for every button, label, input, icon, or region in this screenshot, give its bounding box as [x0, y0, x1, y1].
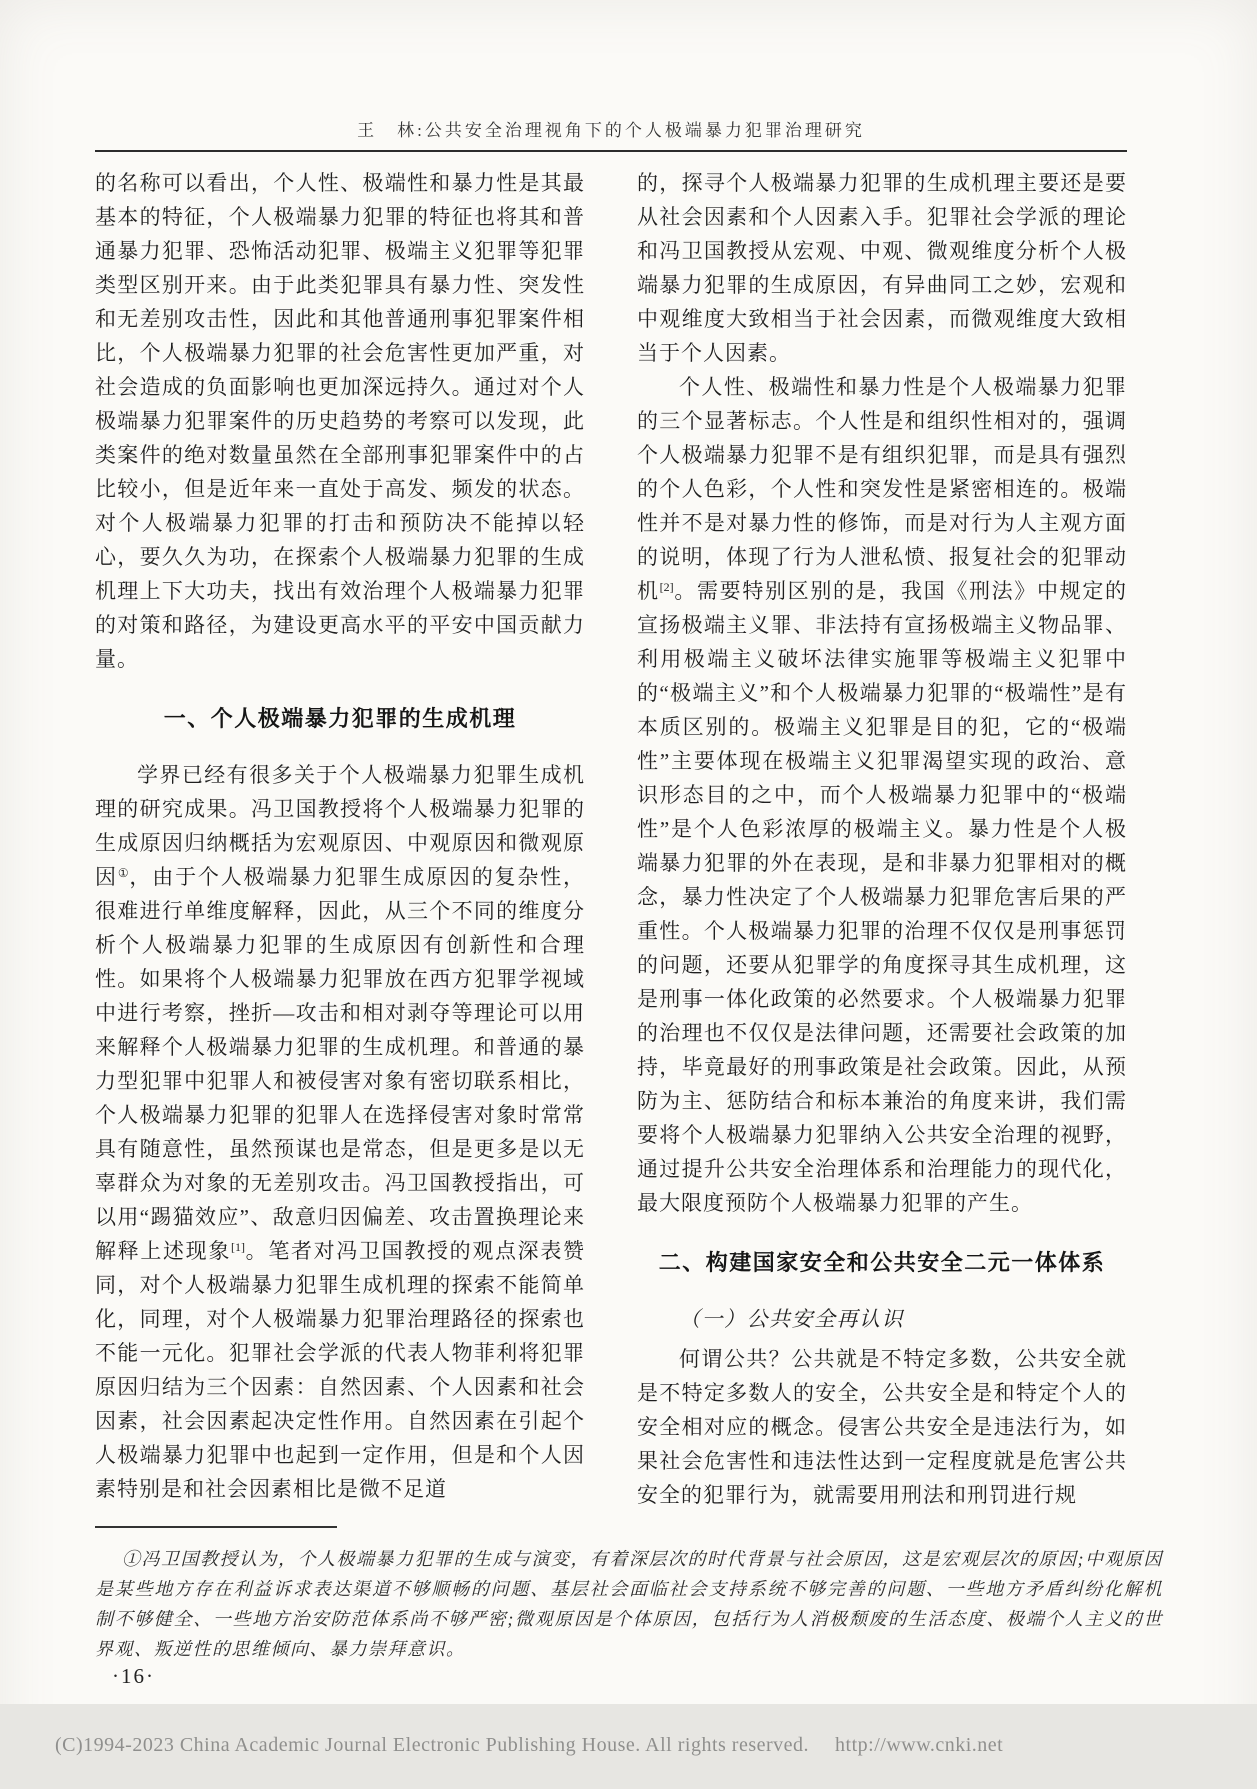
paragraph-text: 。需要特别区别的是，我国《刑法》中规定的宣扬极端主义罪、非法持有宣扬极端主义物品罪、利用极端主义破坏法律实施罪等极端主义犯罪中的“极端主义”和个人极端暴力犯罪的“极端性”是有本质区别的。极端主义犯罪是目的犯，它的“极端性”主要体现在极端主义犯罪渴望实现的政治、意识形态目的之中，而个人极端暴力犯罪中的“极端性”是个人色彩浓厚的极端主义。暴力性是个人极端暴力犯罪的外在表现，是和非暴力犯罪相对的概念，暴力性决定了个人极端暴力犯罪危害后果的严重性。个人极端暴力犯罪的治理不仅仅是刑事惩罚的问题，还要从犯罪学的角度探寻其生成机理，这是刑事一体化政策的必然要求。个人极端暴力犯罪的治理也不仅仅是法律问题，还需要社会政策的加持，毕竟最好的刑事政策是社会政策。因此，从预防为主、惩防结合和标本兼治的角度来讲，我们需要将个人极端暴力犯罪纳入公共安全治理的视野，通过提升公共安全治理体系和治理能力的现代化，最大限度预防个人极端暴力犯罪的产生。: [637, 579, 1128, 1215]
paragraph-continuation: 的，探寻个人极端暴力犯罪的生成机理主要还是要从社会因素和个人因素入手。犯罪社会学派的理论和冯卫国教授从宏观、中观、微观维度分析个人极端暴力犯罪的生成原因，有异曲同工之妙，宏观和中观维度大致相当于社会因素，而微观维度大致相当于个人因素。: [637, 171, 1127, 365]
footnote-rule: [95, 1526, 337, 1528]
citation-marker-2: [2]: [659, 580, 674, 594]
paragraph-continuation: 的名称可以看出，个人性、极端性和暴力性是其最基本的特征，个人极端暴力犯罪的特征也将其和普通暴力犯罪、恐怖活动犯罪、极端主义犯罪等犯罪类型区别开来。由于此类犯罪具有暴力性、突发性和无差别攻击性，因此和其他普通刑事犯罪案件相比，个人极端暴力犯罪的社会危害性更加严重，对社会造成的负面影响也更加深远持久。通过对个人极端暴力犯罪案件的历史趋势的考察可以发现，此类案件的绝对数量虽然在全部刑事犯罪案件中的占比较小，但是近年来一直处于高发、频发的状态。对个人极端暴力犯罪的打击和预防决不能掉以轻心，要久久为功，在探索个人极端暴力犯罪的生成机理上下大功夫，找出有效治理个人极端暴力犯罪的对策和路径，为建设更高水平的平安中国贡献力量。: [95, 171, 585, 671]
section-heading-2: 二、构建国家安全和公共安全二元一体体系: [658, 1250, 1106, 1275]
paragraph: [95, 758, 585, 1506]
paragraph: 何谓公共？公共就是不特定多数，公共安全就是不特定多数人的安全，公共安全是和特定个人的安全相对应的概念。侵害公共安全是违法行为，如果社会危害性和违法性达到一定程度就是危害公共安全的犯罪行为，就需要用刑法和刑罚进行规: [637, 1347, 1127, 1507]
footer-strip: [0, 1704, 1257, 1789]
right-column: [637, 166, 1127, 1512]
running-header: [95, 116, 1127, 141]
paragraph-text: 学界已经有很多关于个人极端暴力犯罪生成机理的研究成果。冯卫国教授将个人极端暴力犯罪的生成原因归纳概括为宏观原因、中观原因和微观原因: [95, 763, 585, 889]
paragraph-text: 。笔者对冯卫国教授的观点深表赞同，对个人极端暴力犯罪生成机理的探索不能简单化，同理，对个人极端暴力犯罪治理路径的探索也不能一元化。犯罪社会学派的代表人物菲利将犯罪原因归结为三个因素：自然因素、个人因素和社会因素，社会因素起决定性作用。自然因素在引起个人极端暴力犯罪中也起到一定作用，但是和个人因素特别是和社会因素相比是微不足道: [95, 1239, 585, 1501]
footnote-marker-1: ①: [117, 866, 130, 880]
left-column: [95, 166, 585, 1512]
header-rule: [95, 150, 1127, 152]
citation-marker-1: [1]: [231, 1240, 245, 1254]
copyright-text: (C)1994-2023 China Academic Journal Electronic Publishing House. All rights reserved.: [55, 1734, 810, 1756]
page-number: ·16·: [112, 1664, 155, 1688]
subsection-heading: （一）公共安全再认识: [679, 1307, 904, 1331]
paragraph-text: 个人性、极端性和暴力性是个人极端暴力犯罪的三个显著标志。个人性是和组织性相对的，强调个人极端暴力犯罪不是有组织犯罪，而是具有强烈的个人色彩，个人性和突发性是紧密相连的。极端性并不是对暴力性的修饰，而是对行为人主观方面的说明，体现了行为人泄私愤、报复社会的犯罪动机: [637, 375, 1127, 603]
paragraph-text: ，由于个人极端暴力犯罪生成原因的复杂性，很难进行单维度解释，因此，从三个不同的维度分析个人极端暴力犯罪的生成原因有创新性和合理性。如果将个人极端暴力犯罪放在西方犯罪学视域中进行考察，挫折—攻击和相对剥夺等理论可以用来解释个人极端暴力犯罪的生成机理。和普通的暴力型犯罪中犯罪人和被侵害对象有密切联系相比，个人极端暴力犯罪的犯罪人在选择侵害对象时常常具有随意性，虽然预谋也是常态，但是更多是以无辜群众为对象的无差别攻击。冯卫国教授指出，可以用“踢猫效应”、敌意归因偏差、攻击置换理论来解释上述现象: [95, 865, 586, 1263]
running-title: 王 林:公共安全治理视角下的个人极端暴力犯罪治理研究: [357, 121, 865, 140]
section-heading-1: 一、个人极端暴力犯罪的生成机理: [163, 706, 517, 731]
cnki-url: http://www.cnki.net: [835, 1734, 1004, 1756]
footnote-text: ①冯卫国教授认为，个人极端暴力犯罪的生成与演变，有着深层次的时代背景与社会原因，这是宏观层次的原因;中观原因是某些地方存在利益诉求表达渠道不够顺畅的问题、基层社会面临社会支持系统不够完善的问题、一些地方矛盾纠纷化解机制不够健全、一些地方治安防范体系尚不够严密;微观原因是个体原因，包括行为人消极颓废的生活态度、极端个人主义的世界观、叛逆性的思维倾向、暴力崇拜意识。: [95, 1549, 1163, 1659]
copyright-line: [55, 1734, 1003, 1757]
two-column-body: [95, 166, 1127, 1512]
paragraph: [637, 370, 1127, 1220]
